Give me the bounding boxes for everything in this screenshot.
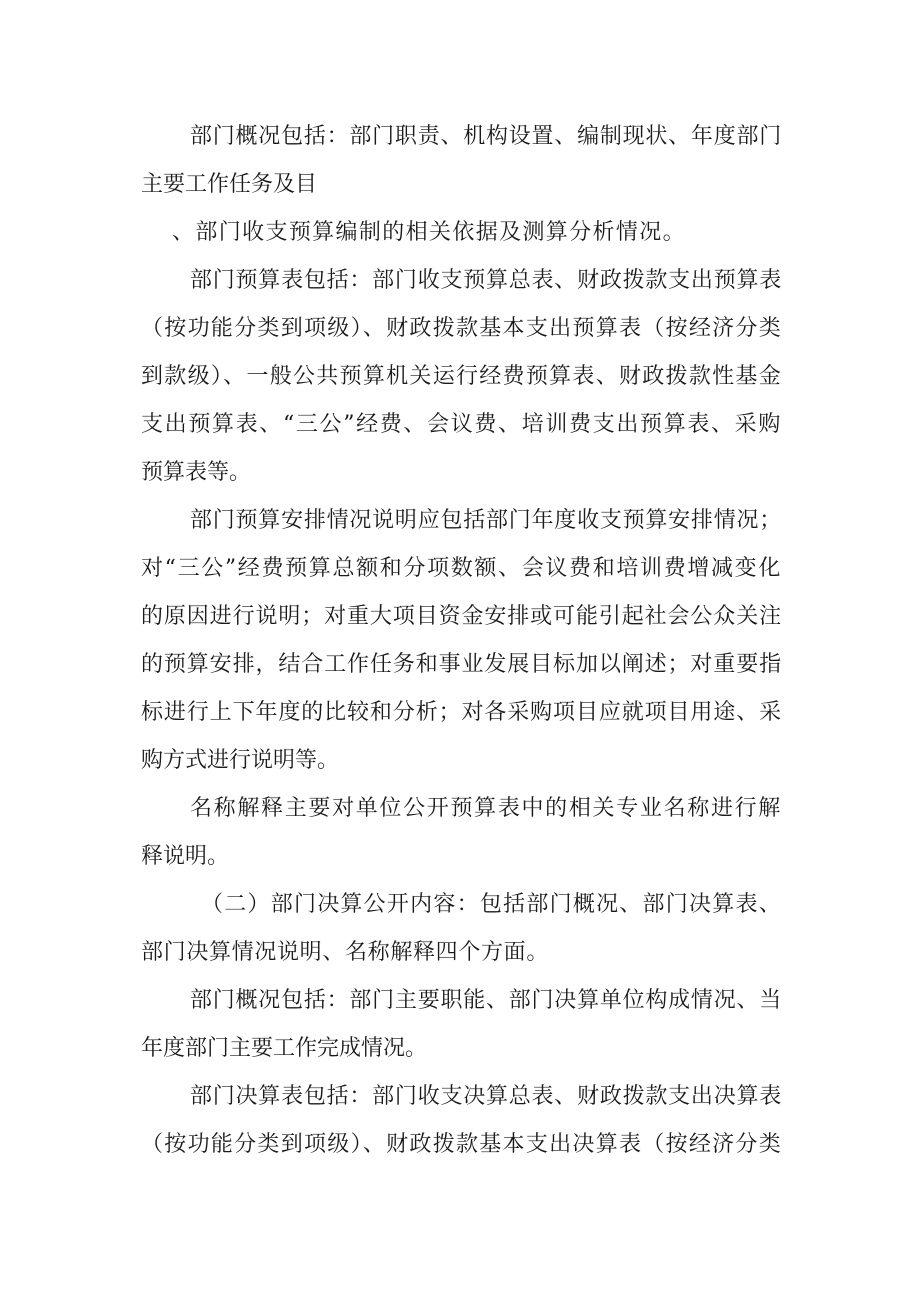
text-line: 部门概况包括：部门主要职能、部门决算单位构成情况、当 — [190, 988, 782, 1013]
text-line: 名称解释主要对单位公开预算表中的相关专业名称进行解 — [190, 796, 782, 821]
text-line: 主要工作任务及目 — [141, 172, 317, 197]
text-line: 部门预算表包括：部门收支预算总表、财政拨款支出预算表 — [190, 268, 782, 293]
text-line: 释说明。 — [141, 844, 229, 869]
text-line: 部门决算表包括：部门收支决算总表、财政拨款支出决算表 — [190, 1084, 782, 1109]
text-line: 对“三公”经费预算总额和分项数额、会议费和培训费增减变化 — [141, 556, 782, 581]
text-line: 年度部门主要工作完成情况。 — [141, 1036, 427, 1061]
text-line: （按功能分类到项级）、财政拨款基本支出决算表（按经济分类 — [141, 1132, 782, 1157]
text-line: （二）部门决算公开内容：包括部门概况、部门决算表、 — [201, 892, 782, 917]
text-line: 的预算安排，结合工作任务和事业发展目标加以阐述；对重要指 — [141, 652, 782, 677]
text-line: 部门预算安排情况说明应包括部门年度收支预算安排情况； — [190, 508, 782, 533]
text-line: 部门概况包括：部门职责、机构设置、编制现状、年度部门 — [190, 124, 782, 149]
text-line: 支出预算表、“三公”经费、会议费、培训费支出预算表、采购 — [141, 412, 782, 437]
text-line: 的原因进行说明；对重大项目资金安排或可能引起社会公众关注 — [141, 604, 782, 629]
text-line: 购方式进行说明等。 — [141, 748, 339, 773]
text-line: 部门决算情况说明、名称解释四个方面。 — [141, 940, 549, 965]
text-line: 标进行上下年度的比较和分析；对各采购项目应就项目用途、采 — [141, 700, 782, 725]
text-line: 预算表等。 — [141, 460, 251, 485]
text-line: 、部门收支预算编制的相关依据及测算分析情况。 — [172, 220, 686, 245]
text-line: 到款级）、一般公共预算机关运行经费预算表、财政拨款性基金 — [141, 364, 782, 389]
text-line: （按功能分类到项级）、财政拨款基本支出预算表（按经济分类 — [141, 316, 782, 341]
